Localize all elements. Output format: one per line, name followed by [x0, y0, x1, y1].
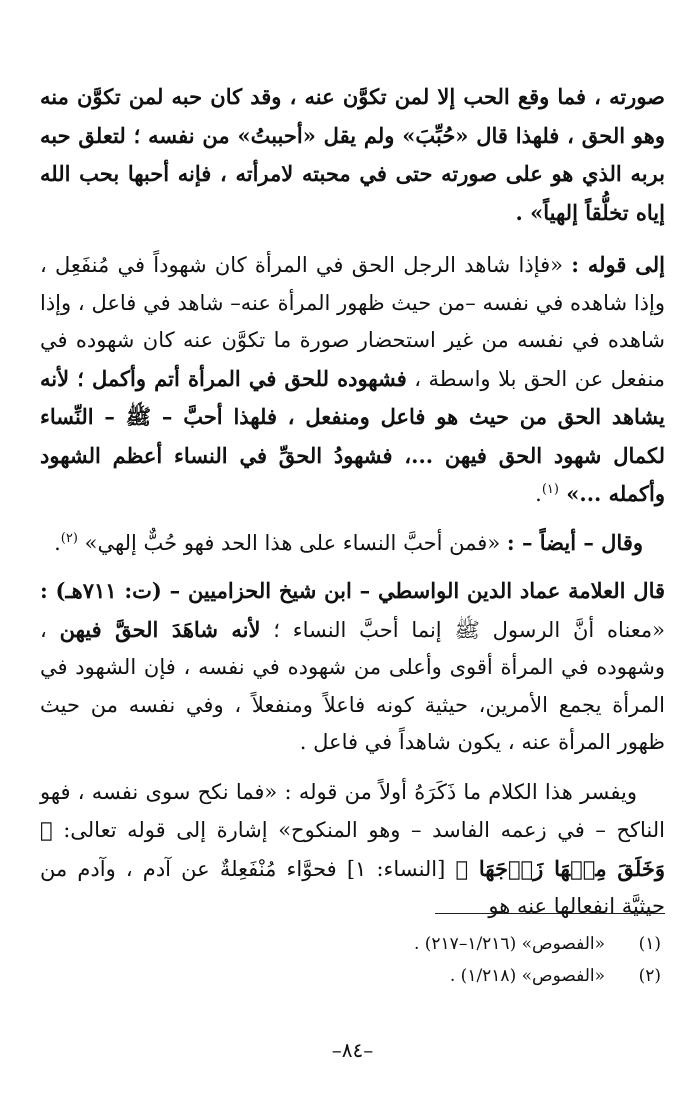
- footnote-1-number: (١): [638, 934, 661, 954]
- paragraph-5-text2: [النساء: ١] فحوَّاء مُنْفَعِلةٌ عن آدم ، وآدم من حيثيَّة انفعالها عنه هو: [40, 856, 665, 918]
- paragraph-2-text: «فإذا شاهد الرجل الحق في المرأة كان شهوداً في مُنفَعِل ، وإذا شاهده في نفسه –من حيث ظهور المرأة عنه– شاهد في فاعل ، وإذا شاهده في نفسه من غير استحضار صورة ما تكوَّن عنه كان شهوده في منفعل عن الحق بلا واسطة ،: [40, 253, 665, 391]
- paragraph-3-text: «فمن أحبَّ النساء على هذا الحد فهو حُبٌّ إلهي»: [77, 530, 507, 555]
- paragraph-2: [40, 246, 665, 514]
- footnote-2-text: «الفصوص» (١/٢١٨) .: [449, 966, 605, 986]
- document-page: [40, 78, 665, 1088]
- footnote-2-number: (٢): [638, 966, 661, 986]
- footnote-2: [40, 960, 665, 992]
- paragraph-4-lead: قال العلامة عماد الدين الواسطي – ابن شيخ الحزاميين – (ت: ٧١١هـ) :: [40, 578, 666, 603]
- paragraph-3-end: .: [54, 530, 61, 555]
- paragraph-5-text: ويفسر هذا الكلام ما ذَكَرَهُ أولاً من قوله : «فما نكح سوى نفسه ، فهو الناكح – في زعمه الفاسد – وهو المنكوح» إشارة إلى قوله تعالى:: [40, 779, 665, 842]
- paragraph-4: [40, 572, 665, 762]
- paragraph-3: [40, 524, 665, 563]
- footnote-1-text: «الفصوص» (١/٢١٦–٢١٧) .: [413, 934, 605, 954]
- footnote-ref-2: (٢): [60, 530, 78, 546]
- quran-verse: ﴿ وَخَلَقَ مِنۡهَا زَوۡجَهَا ﴾: [40, 817, 666, 881]
- paragraph-4-bold: لأنه شاهَدَ الحقَّ فيهن: [59, 616, 261, 642]
- paragraph-2-lead: إلى قوله :: [571, 252, 665, 277]
- footnote-ref-1: (١): [541, 482, 559, 497]
- paragraph-1: [40, 78, 665, 232]
- paragraph-2-bold: فشهوده للحق في المرأة أتم وأكمل ؛ لأنه يشاهد الحق من حيث هو فاعل ومنفعل ، فلهذا أحبَّ – ﷺ – النِّساء لكمال شهود الحق فيهن ...، فشهودُ الحقِّ في النساء أعظم الشهود وأكمله ...»: [40, 365, 665, 506]
- paragraph-3-lead: وقال – أيضاً – :: [506, 529, 643, 555]
- paragraph-2-end: .: [535, 482, 542, 506]
- footnotes: [40, 928, 665, 992]
- paragraph-1-text: صورته ، فما وقع الحب إلا لمن تكوَّن عنه ، وقد كان حبه لمن تكوَّن منه وهو الحق ، فلهذا قال «حُبِّبَ» ولم يقل «أحببتُ» من نفسه ؛ لتعلق حبه بربه الذي هو على صورته حتى في محبته لامرأته ، فإنه أحبها بحب الله إياه تخلُّقاً إلهياً» .: [40, 84, 665, 225]
- paragraph-4-text2: ، وشهوده في المرأة أقوى وأعلى من شهوده في نفسه ، فإن الشهود في المرأة يجمع الأمرين، حيثية كونه فاعلاً ومنفعلاً ، وفي نفسه من حيث ظهور المرأة عنه ، يكون شاهداً في فاعل .: [40, 617, 665, 754]
- page-number: –٨٤–: [331, 1038, 374, 1062]
- paragraph-4-text: «معناه أنَّ الرسول ﷺ إنما أحبَّ النساء ؛: [260, 617, 666, 642]
- paragraph-5: [40, 774, 665, 926]
- footnote-1: [40, 928, 665, 960]
- footnote-divider: [435, 913, 665, 914]
